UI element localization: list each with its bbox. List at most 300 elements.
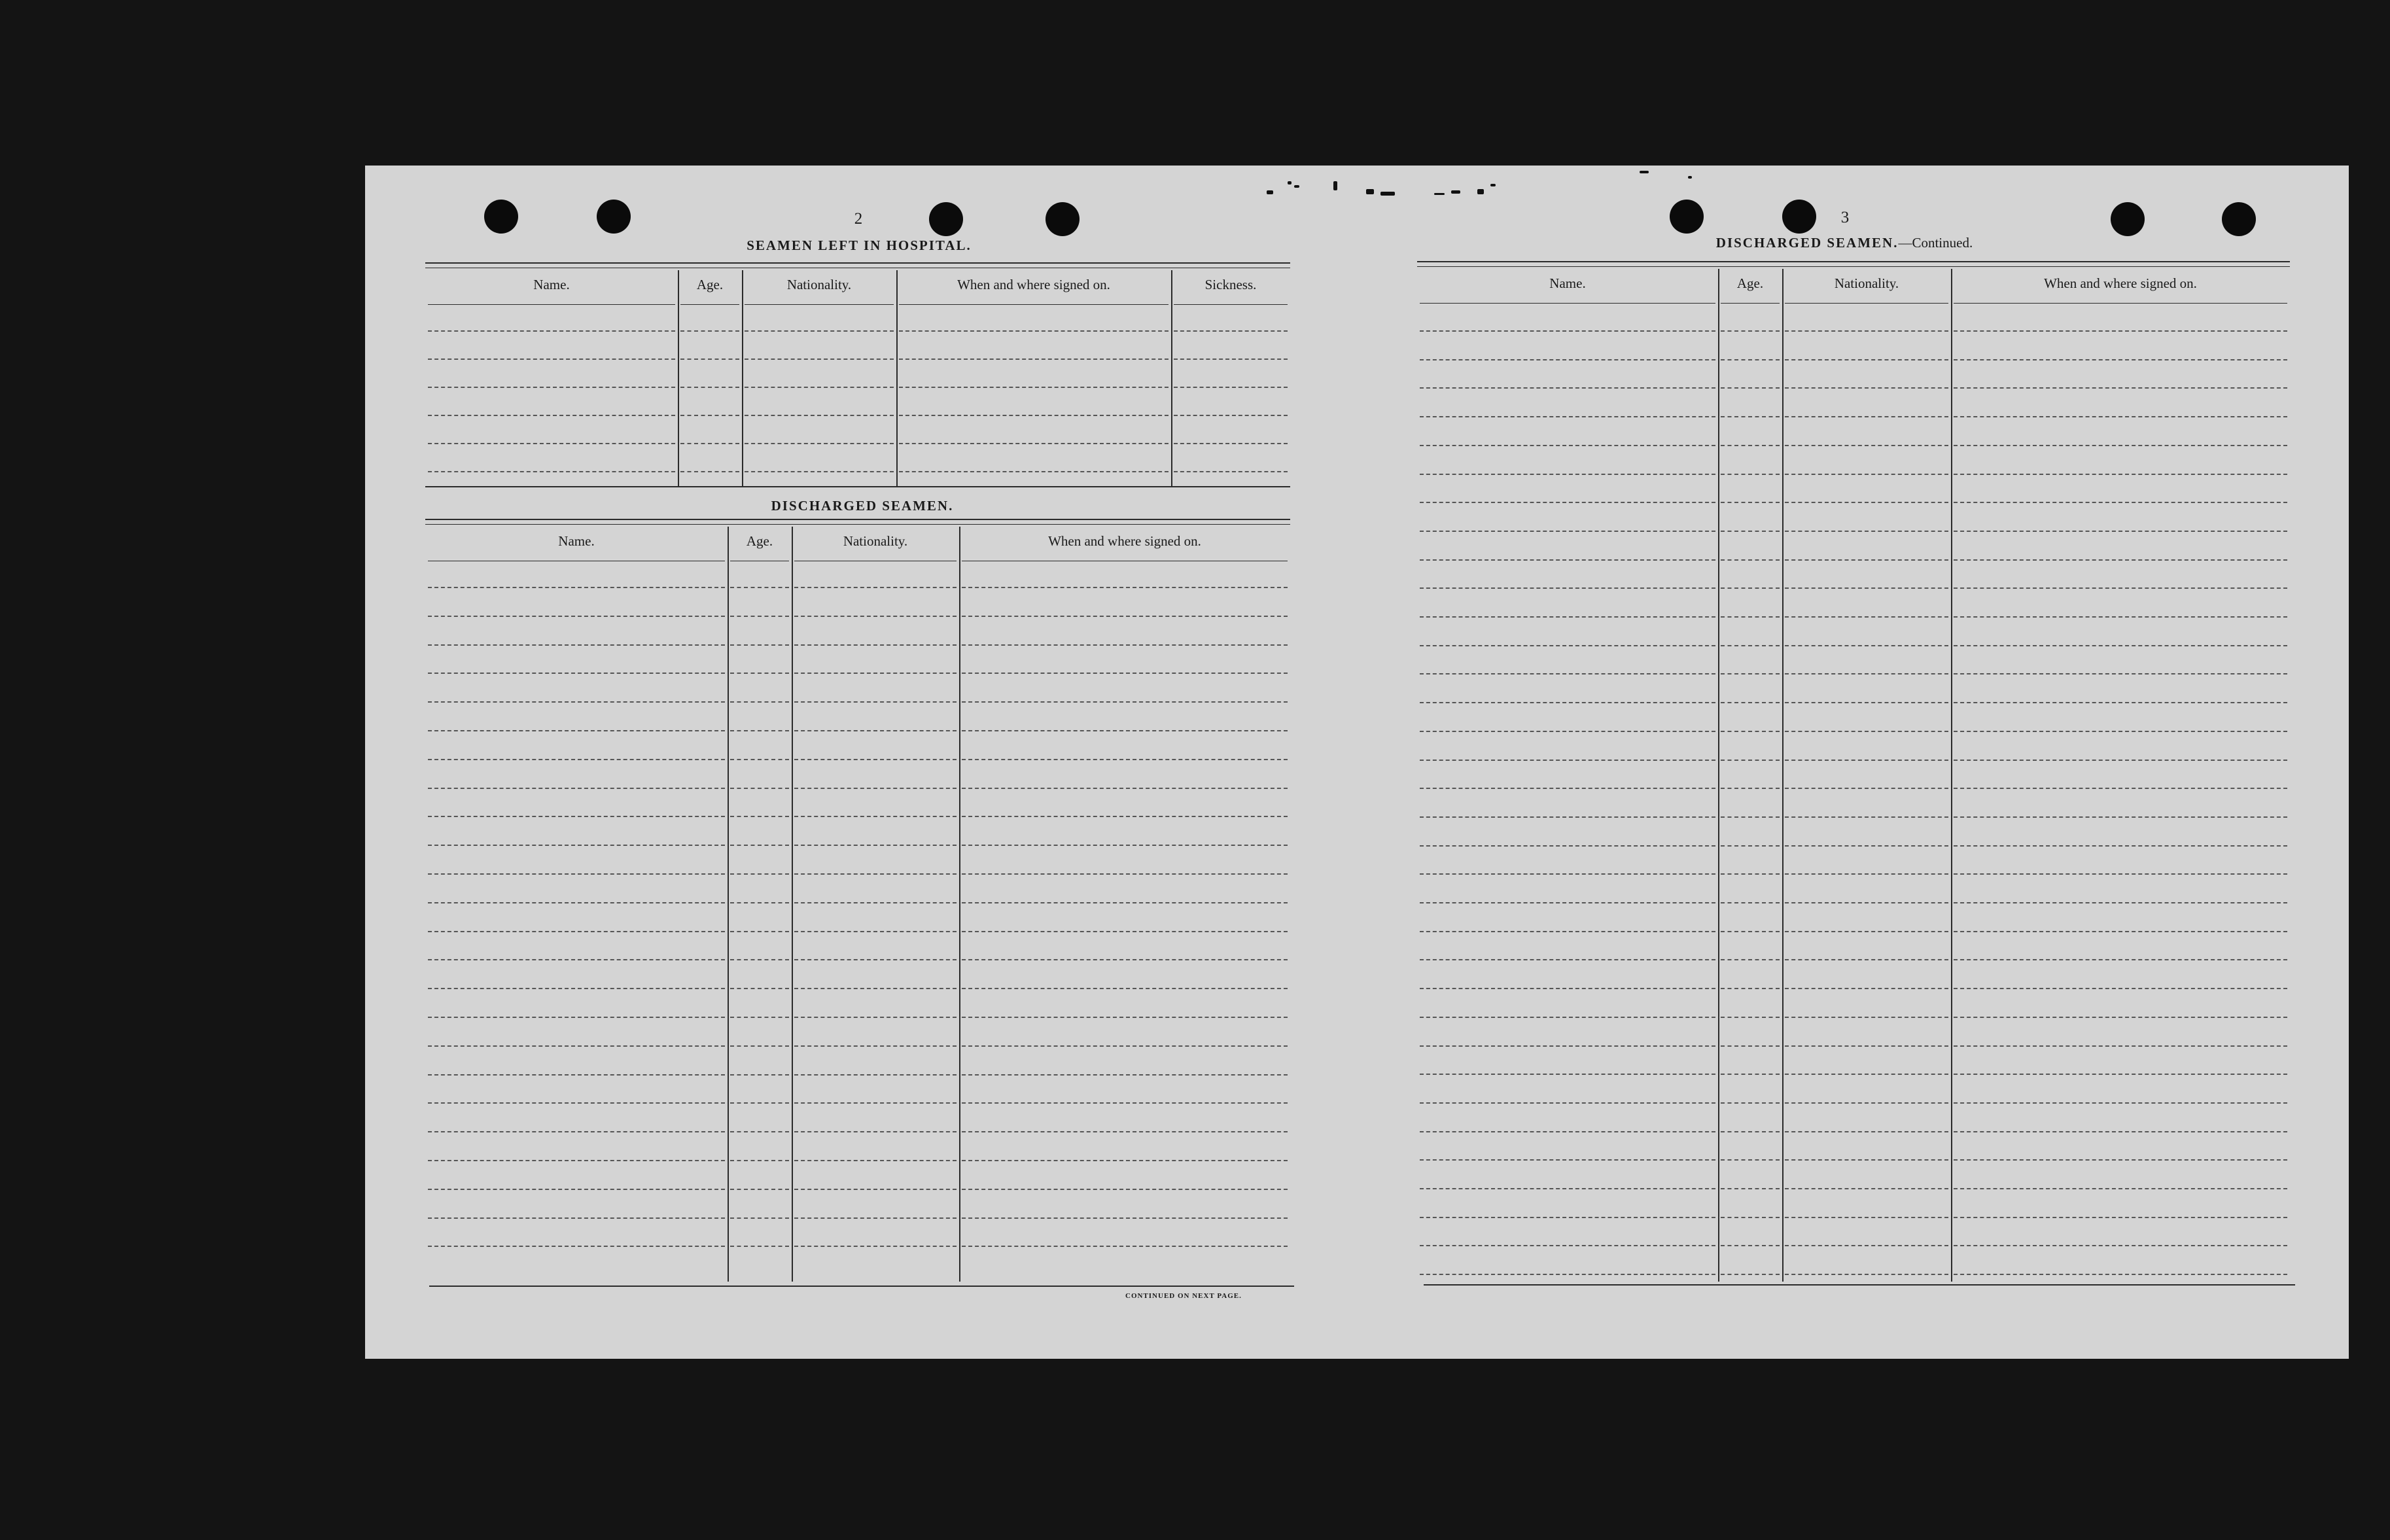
- entry-line: [962, 1017, 1288, 1018]
- entry-line: [794, 616, 957, 617]
- discharged-section-title: DISCHARGED SEAMEN.: [771, 498, 954, 514]
- entry-line: [428, 471, 675, 472]
- rule: [425, 524, 1290, 525]
- entry-line: [1954, 1188, 2287, 1189]
- ink-speck: [1288, 181, 1292, 184]
- entry-line: [1721, 1074, 1780, 1075]
- entry-line: [962, 845, 1288, 846]
- entry-line: [962, 1102, 1288, 1104]
- entry-line: [962, 701, 1288, 703]
- entry-line: [899, 443, 1169, 444]
- entry-line: [730, 845, 789, 846]
- document-sheet: [365, 166, 2349, 1359]
- entry-line: [428, 959, 725, 960]
- entry-line: [1954, 1102, 2287, 1104]
- entry-line: [428, 330, 675, 332]
- entry-line: [1721, 445, 1780, 446]
- entry-line: [1721, 845, 1780, 847]
- entry-line: [1785, 1131, 1948, 1132]
- entry-line: [1954, 816, 2287, 818]
- entry-line: [1420, 1159, 1715, 1161]
- entry-line: [1721, 1274, 1780, 1275]
- entry-line: [794, 587, 957, 588]
- entry-line: [428, 931, 725, 932]
- entry-line: [794, 759, 957, 760]
- entry-line: [1174, 359, 1288, 360]
- ink-speck: [1380, 192, 1395, 196]
- entry-line: [1721, 959, 1780, 960]
- entry-line: [428, 816, 725, 817]
- punch-hole: [484, 200, 518, 234]
- entry-line: [1174, 443, 1288, 444]
- entry-line: [1785, 502, 1948, 503]
- entry-line: [1721, 1217, 1780, 1218]
- punch-hole: [929, 202, 963, 236]
- entry-line: [1420, 760, 1715, 761]
- entry-line: [730, 1160, 789, 1161]
- entry-line: [794, 845, 957, 846]
- entry-line: [1954, 416, 2287, 417]
- entry-line: [1721, 330, 1780, 332]
- entry-line: [428, 1102, 725, 1104]
- entry-line: [1954, 1159, 2287, 1161]
- entry-line: [1954, 731, 2287, 732]
- entry-line: [1721, 702, 1780, 703]
- entry-line: [962, 1189, 1288, 1190]
- entry-line: [428, 845, 725, 846]
- entry-line: [962, 1045, 1288, 1047]
- entry-line: [428, 1017, 725, 1018]
- column-divider: [1171, 270, 1172, 487]
- entry-line: [1420, 1045, 1715, 1047]
- entry-line: [1721, 1188, 1780, 1189]
- entry-line: [794, 1189, 957, 1190]
- entry-line: [1785, 902, 1948, 903]
- entry-line: [1721, 816, 1780, 818]
- entry-line: [1785, 445, 1948, 446]
- entry-line: [794, 902, 957, 903]
- column-header: When and where signed on.: [957, 277, 1110, 292]
- ink-speck: [1434, 193, 1445, 195]
- entry-line: [1420, 474, 1715, 475]
- entry-line: [745, 359, 894, 360]
- ink-speck: [1640, 171, 1649, 173]
- entry-line: [794, 988, 957, 989]
- entry-line: [428, 644, 725, 646]
- entry-line: [730, 1102, 789, 1104]
- entry-line: [745, 443, 894, 444]
- punch-hole: [1046, 202, 1080, 236]
- entry-line: [680, 471, 739, 472]
- entry-line: [730, 1074, 789, 1076]
- entry-line: [428, 415, 675, 416]
- entry-line: [680, 415, 739, 416]
- entry-line: [428, 616, 725, 617]
- column-header: Age.: [1736, 275, 1764, 291]
- entry-line: [1954, 330, 2287, 332]
- entry-line: [1174, 387, 1288, 388]
- entry-line: [1785, 1159, 1948, 1161]
- ink-speck: [1451, 190, 1460, 194]
- entry-line: [428, 988, 725, 989]
- entry-line: [1420, 873, 1715, 875]
- continued-note: CONTINUED ON NEXT PAGE.: [1125, 1292, 1242, 1300]
- column-divider: [742, 270, 743, 487]
- entry-line: [1420, 1017, 1715, 1018]
- entry-line: [1785, 616, 1948, 618]
- entry-line: [1785, 931, 1948, 932]
- page-number-left: 2: [854, 210, 863, 228]
- ink-speck: [1477, 189, 1484, 194]
- column-header: Sickness.: [1204, 277, 1257, 292]
- entry-line: [962, 673, 1288, 674]
- entry-line: [1420, 816, 1715, 818]
- header-underline: [680, 304, 739, 305]
- entry-line: [1785, 587, 1948, 589]
- entry-line: [1954, 474, 2287, 475]
- entry-line: [1420, 645, 1715, 646]
- entry-line: [1420, 387, 1715, 389]
- entry-line: [1954, 1045, 2287, 1047]
- entry-line: [730, 902, 789, 903]
- entry-line: [428, 1160, 725, 1161]
- entry-line: [794, 959, 957, 960]
- column-header: Nationality.: [1834, 275, 1899, 291]
- entry-line: [1420, 359, 1715, 360]
- continued-suffix: —Continued.: [1898, 235, 1973, 251]
- entry-line: [745, 471, 894, 472]
- ink-speck: [1688, 176, 1692, 179]
- entry-line: [680, 330, 739, 332]
- entry-line: [1785, 387, 1948, 389]
- entry-line: [962, 873, 1288, 875]
- entry-line: [1954, 559, 2287, 561]
- entry-line: [1420, 531, 1715, 532]
- rule: [425, 519, 1290, 520]
- entry-line: [1785, 474, 1948, 475]
- entry-line: [1721, 931, 1780, 932]
- entry-line: [1420, 416, 1715, 417]
- punch-hole: [2111, 202, 2145, 236]
- entry-line: [745, 330, 894, 332]
- entry-line: [730, 959, 789, 960]
- entry-line: [1420, 445, 1715, 446]
- entry-line: [1954, 1245, 2287, 1246]
- entry-line: [1954, 931, 2287, 932]
- entry-line: [1954, 760, 2287, 761]
- entry-line: [1785, 531, 1948, 532]
- punch-hole: [1782, 200, 1816, 234]
- entry-line: [730, 988, 789, 989]
- entry-line: [1174, 471, 1288, 472]
- entry-line: [1785, 988, 1948, 989]
- entry-line: [1785, 845, 1948, 847]
- entry-line: [730, 759, 789, 760]
- entry-line: [962, 1131, 1288, 1132]
- entry-line: [1785, 673, 1948, 674]
- entry-line: [1721, 988, 1780, 989]
- entry-line: [1420, 616, 1715, 618]
- header-underline: [1721, 303, 1780, 304]
- column-header: When and where signed on.: [2044, 275, 2197, 291]
- column-divider: [1718, 269, 1719, 1282]
- column-divider: [959, 527, 960, 1282]
- entry-line: [1954, 531, 2287, 532]
- entry-line: [1721, 1102, 1780, 1104]
- entry-line: [1721, 1017, 1780, 1018]
- column-header: Nationality.: [786, 277, 852, 292]
- column-header: Age.: [746, 533, 773, 549]
- rule: [425, 262, 1290, 264]
- entry-line: [1954, 673, 2287, 674]
- entry-line: [1420, 1074, 1715, 1075]
- entry-line: [1785, 702, 1948, 703]
- entry-line: [745, 415, 894, 416]
- entry-line: [1954, 959, 2287, 960]
- entry-line: [1785, 416, 1948, 417]
- entry-line: [899, 330, 1169, 332]
- entry-line: [962, 1074, 1288, 1076]
- entry-line: [428, 587, 725, 588]
- entry-line: [428, 387, 675, 388]
- entry-line: [1785, 1045, 1948, 1047]
- entry-line: [794, 730, 957, 731]
- entry-line: [1721, 387, 1780, 389]
- entry-line: [1721, 474, 1780, 475]
- entry-line: [1785, 959, 1948, 960]
- entry-line: [1785, 1074, 1948, 1075]
- rule: [1424, 1284, 2295, 1286]
- entry-line: [428, 673, 725, 674]
- column-header: When and where signed on.: [1048, 533, 1201, 549]
- header-underline: [899, 304, 1169, 305]
- entry-line: [1420, 673, 1715, 674]
- entry-line: [1954, 1274, 2287, 1275]
- entry-line: [794, 1217, 957, 1219]
- entry-line: [1420, 330, 1715, 332]
- entry-line: [1420, 902, 1715, 903]
- entry-line: [1420, 1217, 1715, 1218]
- entry-line: [730, 1189, 789, 1190]
- column-header: Name.: [558, 533, 595, 549]
- entry-line: [962, 931, 1288, 932]
- entry-line: [962, 816, 1288, 817]
- entry-line: [1420, 559, 1715, 561]
- entry-line: [428, 1189, 725, 1190]
- entry-line: [1721, 760, 1780, 761]
- entry-line: [428, 788, 725, 789]
- rule: [1417, 266, 2290, 267]
- entry-line: [962, 616, 1288, 617]
- entry-line: [1954, 445, 2287, 446]
- entry-line: [794, 1045, 957, 1047]
- entry-line: [730, 788, 789, 789]
- header-underline: [1174, 304, 1288, 305]
- entry-line: [1721, 559, 1780, 561]
- entry-line: [1954, 616, 2287, 618]
- entry-line: [680, 443, 739, 444]
- entry-line: [428, 1217, 725, 1219]
- header-underline: [1420, 303, 1715, 304]
- entry-line: [1954, 387, 2287, 389]
- entry-line: [1785, 1102, 1948, 1104]
- entry-line: [794, 701, 957, 703]
- entry-line: [1785, 559, 1948, 561]
- entry-line: [1954, 645, 2287, 646]
- entry-line: [1785, 760, 1948, 761]
- column-header: Nationality.: [843, 533, 908, 549]
- entry-line: [1954, 702, 2287, 703]
- entry-line: [1721, 359, 1780, 360]
- rule: [425, 486, 1290, 487]
- entry-line: [962, 1246, 1288, 1247]
- entry-line: [962, 587, 1288, 588]
- entry-line: [1954, 587, 2287, 589]
- header-underline: [1785, 303, 1948, 304]
- entry-line: [745, 387, 894, 388]
- entry-line: [1954, 359, 2287, 360]
- entry-line: [1785, 1017, 1948, 1018]
- entry-line: [730, 931, 789, 932]
- entry-line: [794, 788, 957, 789]
- entry-line: [794, 931, 957, 932]
- entry-line: [1721, 731, 1780, 732]
- entry-line: [1174, 415, 1288, 416]
- entry-line: [428, 1074, 725, 1076]
- header-underline: [428, 304, 675, 305]
- entry-line: [1721, 531, 1780, 532]
- entry-line: [899, 359, 1169, 360]
- entry-line: [1420, 988, 1715, 989]
- entry-line: [794, 816, 957, 817]
- entry-line: [962, 644, 1288, 646]
- entry-line: [962, 730, 1288, 731]
- entry-line: [1954, 502, 2287, 503]
- entry-line: [428, 759, 725, 760]
- entry-line: [1954, 873, 2287, 875]
- column-divider: [678, 270, 679, 487]
- punch-hole: [1670, 200, 1704, 234]
- entry-line: [730, 1017, 789, 1018]
- column-divider: [792, 527, 793, 1282]
- entry-line: [730, 1131, 789, 1132]
- entry-line: [1420, 959, 1715, 960]
- entry-line: [1420, 1274, 1715, 1275]
- entry-line: [1420, 788, 1715, 789]
- rule: [1417, 261, 2290, 262]
- entry-line: [1785, 731, 1948, 732]
- discharged-continued-label: DISCHARGED SEAMEN.: [1715, 235, 1899, 251]
- entry-line: [794, 873, 957, 875]
- entry-line: [899, 387, 1169, 388]
- entry-line: [962, 988, 1288, 989]
- column-divider: [896, 270, 898, 487]
- entry-line: [428, 1246, 725, 1247]
- entry-line: [899, 471, 1169, 472]
- entry-line: [1420, 587, 1715, 589]
- column-header: Name.: [1549, 275, 1586, 291]
- entry-line: [680, 387, 739, 388]
- entry-line: [1785, 1274, 1948, 1275]
- entry-line: [1954, 845, 2287, 847]
- entry-line: [1954, 788, 2287, 789]
- entry-line: [1721, 1245, 1780, 1246]
- ink-speck: [1333, 181, 1337, 190]
- column-header: Name.: [533, 277, 570, 292]
- entry-line: [1721, 788, 1780, 789]
- entry-line: [794, 1102, 957, 1104]
- entry-line: [1954, 1074, 2287, 1075]
- entry-line: [1420, 1131, 1715, 1132]
- entry-line: [1954, 902, 2287, 903]
- entry-line: [1721, 902, 1780, 903]
- entry-line: [1785, 1217, 1948, 1218]
- punch-hole: [2222, 202, 2256, 236]
- discharged-continued-title: [1704, 235, 1985, 251]
- entry-line: [794, 1074, 957, 1076]
- entry-line: [1785, 1188, 1948, 1189]
- entry-line: [1721, 616, 1780, 618]
- entry-line: [1721, 502, 1780, 503]
- entry-line: [730, 730, 789, 731]
- entry-line: [794, 644, 957, 646]
- entry-line: [1420, 702, 1715, 703]
- entry-line: [1721, 673, 1780, 674]
- entry-line: [428, 873, 725, 875]
- entry-line: [428, 902, 725, 903]
- entry-line: [962, 902, 1288, 903]
- entry-line: [428, 730, 725, 731]
- entry-line: [1785, 816, 1948, 818]
- entry-line: [1420, 502, 1715, 503]
- entry-line: [1420, 731, 1715, 732]
- entry-line: [428, 359, 675, 360]
- entry-line: [730, 701, 789, 703]
- entry-line: [899, 415, 1169, 416]
- entry-line: [1721, 416, 1780, 417]
- entry-line: [962, 759, 1288, 760]
- entry-line: [1785, 359, 1948, 360]
- entry-line: [794, 1246, 957, 1247]
- ink-speck: [1490, 184, 1496, 186]
- entry-line: [1721, 587, 1780, 589]
- entry-line: [962, 1160, 1288, 1161]
- entry-line: [428, 701, 725, 703]
- rule: [429, 1286, 1294, 1287]
- entry-line: [730, 1217, 789, 1219]
- ink-speck: [1294, 185, 1299, 188]
- entry-line: [730, 1045, 789, 1047]
- entry-line: [1954, 988, 2287, 989]
- entry-line: [730, 673, 789, 674]
- entry-line: [794, 1131, 957, 1132]
- entry-line: [1954, 1017, 2287, 1018]
- column-divider: [1782, 269, 1784, 1282]
- entry-line: [1785, 1245, 1948, 1246]
- entry-line: [794, 1017, 957, 1018]
- entry-line: [1721, 1045, 1780, 1047]
- entry-line: [730, 587, 789, 588]
- header-underline: [1954, 303, 2287, 304]
- entry-line: [794, 673, 957, 674]
- entry-line: [1785, 645, 1948, 646]
- entry-line: [428, 1131, 725, 1132]
- entry-line: [962, 788, 1288, 789]
- page-number-right: 3: [1840, 209, 1850, 226]
- entry-line: [1721, 1159, 1780, 1161]
- entry-line: [1420, 1188, 1715, 1189]
- entry-line: [730, 816, 789, 817]
